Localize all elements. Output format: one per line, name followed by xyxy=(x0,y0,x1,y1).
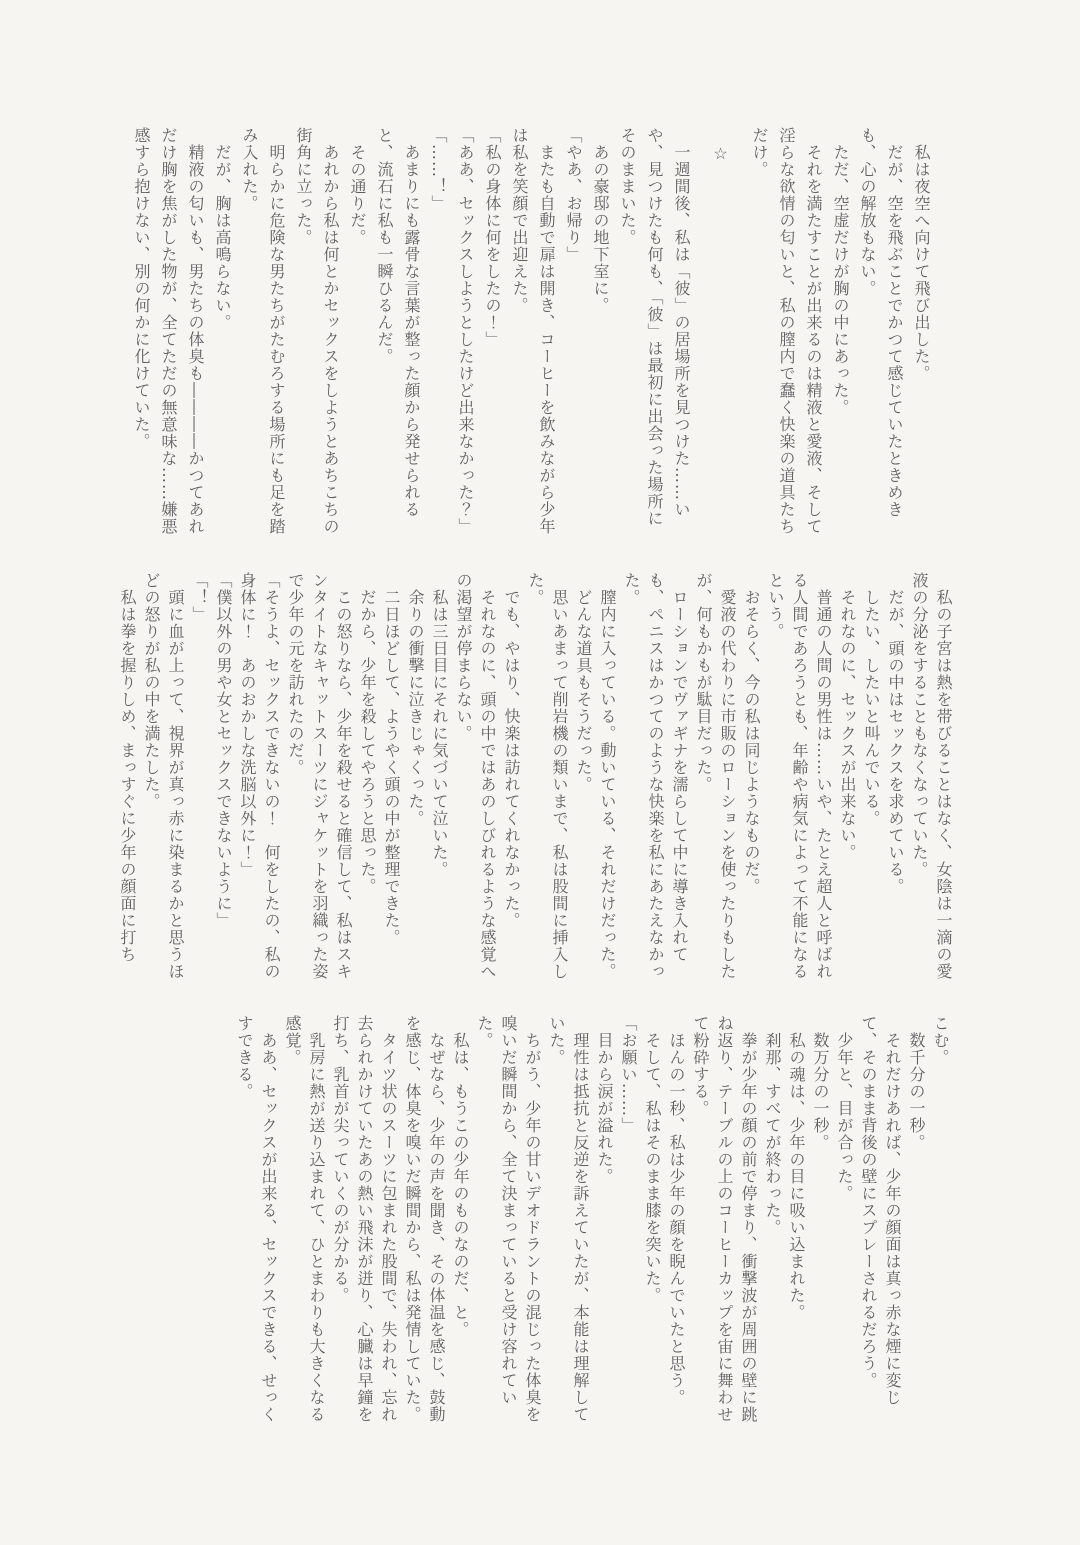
paragraph: だが、空を飛ぶことでかつて感じていたときめきも、心の解放もない。 xyxy=(858,127,904,518)
paragraph: 膣内に入っている。動いている、それだけだった。 xyxy=(598,589,617,980)
paragraph: こむ。 xyxy=(931,1015,950,1066)
paragraph: 「！」 xyxy=(190,572,209,623)
paragraph: タイツ状のスーツに包まれた股間で、失われ、忘れ去られかけていたあの熱い飛沫が迸り、心臓は早鐘を打ち、乳首が尖っていくのが分かる。 xyxy=(331,1015,398,1423)
paragraph: 頭に血が上って、視界が真っ赤に染まるかと思うほどの怒りが私の中を満たした。 xyxy=(142,572,185,980)
section-divider-star: ☆ xyxy=(711,144,730,164)
paragraph: 私は三日目にそれに気づいて泣いた。 xyxy=(430,589,449,878)
paragraph: ほんの一秒、私は少年の顔を睨んでいたと思う。 xyxy=(667,1032,686,1406)
paragraph: 「私の身体に何をしたの！」 xyxy=(483,127,502,348)
paragraph: 「ああ、セックスしようとしたけど出来なかった？」 xyxy=(456,127,475,535)
paragraph: なぜなら、少年の声を聞き、その体温を感じ、鼓動を感じ、体臭を嗅いだ瞬間から、私は発情していた。 xyxy=(403,1015,446,1423)
paragraph: 乳房に熱が送り込まれて、ひとまわりも大きくなる感覚。 xyxy=(283,1015,326,1423)
paragraph: 私の魂は、少年の目に吸い込まれた。 xyxy=(787,1032,806,1321)
paragraph: おそらく、今の私は同じようなものだ。 xyxy=(742,589,761,895)
paragraph: 私は、もうこの少年のものなのだ、と。 xyxy=(451,1032,470,1338)
paragraph: 「やあ、お帰り」 xyxy=(564,127,583,263)
paragraph: でも、やはり、快楽は訪れてくれなかった。 xyxy=(502,589,521,929)
paragraph: ただ、空虚だけが胸の中にあった。 xyxy=(831,144,850,416)
paragraph: 「そうよ、セックスできないの！ 何をしたの、私の身体に！ あのおかしな洗脳以外に！」 xyxy=(238,572,281,980)
paragraph: それなのに、セックスが出来ない。 xyxy=(838,589,857,861)
paragraph: だから、少年を殺してやろうと思った。 xyxy=(358,589,377,895)
paragraph: 私は拳を握りしめ、まっすぐに少年の顔面に打ち xyxy=(118,589,137,963)
paragraph: あれから私は何とかセックスをしようとあちこちの街角に立った。 xyxy=(294,127,340,535)
paragraph: またも自動で扉は開き、コーヒーを飲みながら少年は私を笑顔で出迎えた。 xyxy=(510,127,556,535)
paragraph: 私の子宮は熱を帯びることはなく、女陰は一滴の愛液の分泌をすることもなくなっていた。 xyxy=(910,572,953,980)
paragraph: 刹那、すべてが終わった。 xyxy=(763,1032,782,1236)
paragraph: 「僕以外の男や女とセックスできないように」 xyxy=(214,572,233,929)
paragraph: 目から涙が溢れた。 xyxy=(595,1032,614,1185)
paragraph: 数万分の一秒。 xyxy=(811,1032,830,1151)
text-block-top xyxy=(128,127,935,535)
paragraph: 数千分の一秒。 xyxy=(907,1032,926,1151)
paragraph: この怒りなら、少年を殺せると確信して、私はスキンタイトなキャットスーツにジャケットを羽織った姿で少年の元を訪れたのだ。 xyxy=(286,572,353,980)
paragraph: だが、頭の中はセックスを求めている。 xyxy=(886,589,905,895)
paragraph: 二日ほどして、ようやく頭の中が整理できた。 xyxy=(382,589,401,946)
paragraph: あの豪邸の地下室に。 xyxy=(591,144,610,314)
paragraph: 少年と、目が合った。 xyxy=(835,1032,854,1202)
paragraph: 私は夜空へ向けて飛び出した。 xyxy=(912,144,931,382)
paragraph: ああ、セックスが出来る、セックスできる、せっくすできる。 xyxy=(235,1015,278,1423)
paragraph: あまりにも露骨な言葉が整った顔から発せられると、流石に私も一瞬ひるんだ。 xyxy=(375,127,421,518)
paragraph: 「……！」 xyxy=(429,127,448,212)
paragraph: ローションでヴァギナを濡らして中に導き入れても、ペニスはかつてのような快楽を私にあたえなかった。 xyxy=(622,572,689,980)
paragraph: どんな道具もそうだった。 xyxy=(574,589,593,793)
paragraph: したい、したいと叫んでいる。 xyxy=(862,589,881,827)
text-block-bottom xyxy=(232,1015,952,1423)
paragraph: それなのに、頭の中ではあのしびれるような感覚への渇望が停まらない。 xyxy=(454,572,497,980)
paragraph: 精液の匂いも、男たちの体臭も――――かつてあれだけ胸を焦がした物が、全てただの無意味な……嫌悪感すら抱けない、別の何かに化けていた。 xyxy=(132,127,205,535)
paragraph: 愛液の代わりに市販のローションを使ったりもしたが、何もかもが駄目だった。 xyxy=(694,572,737,980)
paragraph: 明らかに危険な男たちがたむろする場所にも足を踏み入れた。 xyxy=(240,127,286,535)
paragraph: 余りの衝撃に泣きじゃくった。 xyxy=(406,589,425,827)
paragraph: 理性は抵抗と反逆を訴えていたが、本能は理解していた。 xyxy=(547,1015,590,1423)
paragraph: 思いあまって削岩機の類いまで、私は股間に挿入した。 xyxy=(526,572,569,980)
paragraph: 「お願い……」 xyxy=(619,1015,638,1134)
paragraph: そして、私はそのまま膝を突いた。 xyxy=(643,1032,662,1304)
paragraph: 拳が少年の顔の前で停まり、衝撃波が周囲の壁に跳ね返り、テーブルの上のコーヒーカップを宙に舞わせて粉砕する。 xyxy=(691,1015,758,1423)
paragraph: その通りだ。 xyxy=(348,144,367,246)
paragraph: 一週間後、私は「彼」の居場所を見つけた……いや、見つけたも何も、「彼」は最初に出会った場所にそのままいた。 xyxy=(618,127,691,527)
paragraph: 普通の人間の男性は……いや、たとえ超人と呼ばれる人間であろうとも、年齢や病気によって不能になるという。 xyxy=(766,572,833,980)
paragraph: ちがう、少年の甘いデオドラントの混じった体臭を嗅いだ瞬間から、全て決まっていると受け容れていた。 xyxy=(475,1015,542,1423)
text-block-middle xyxy=(115,572,955,980)
paragraph: それを満たすことが出来るのは精液と愛液、そして淫らな欲情の匂いと、私の膣内で蠢く快楽の道具たちだけ。 xyxy=(750,127,823,535)
paragraph: それだけあれば、少年の顔面は真っ赤な煙に変じて、そのまま背後の壁にスプレーされるだろう。 xyxy=(859,1015,902,1406)
paragraph: だが、胸は高鳴らない。 xyxy=(213,144,232,331)
